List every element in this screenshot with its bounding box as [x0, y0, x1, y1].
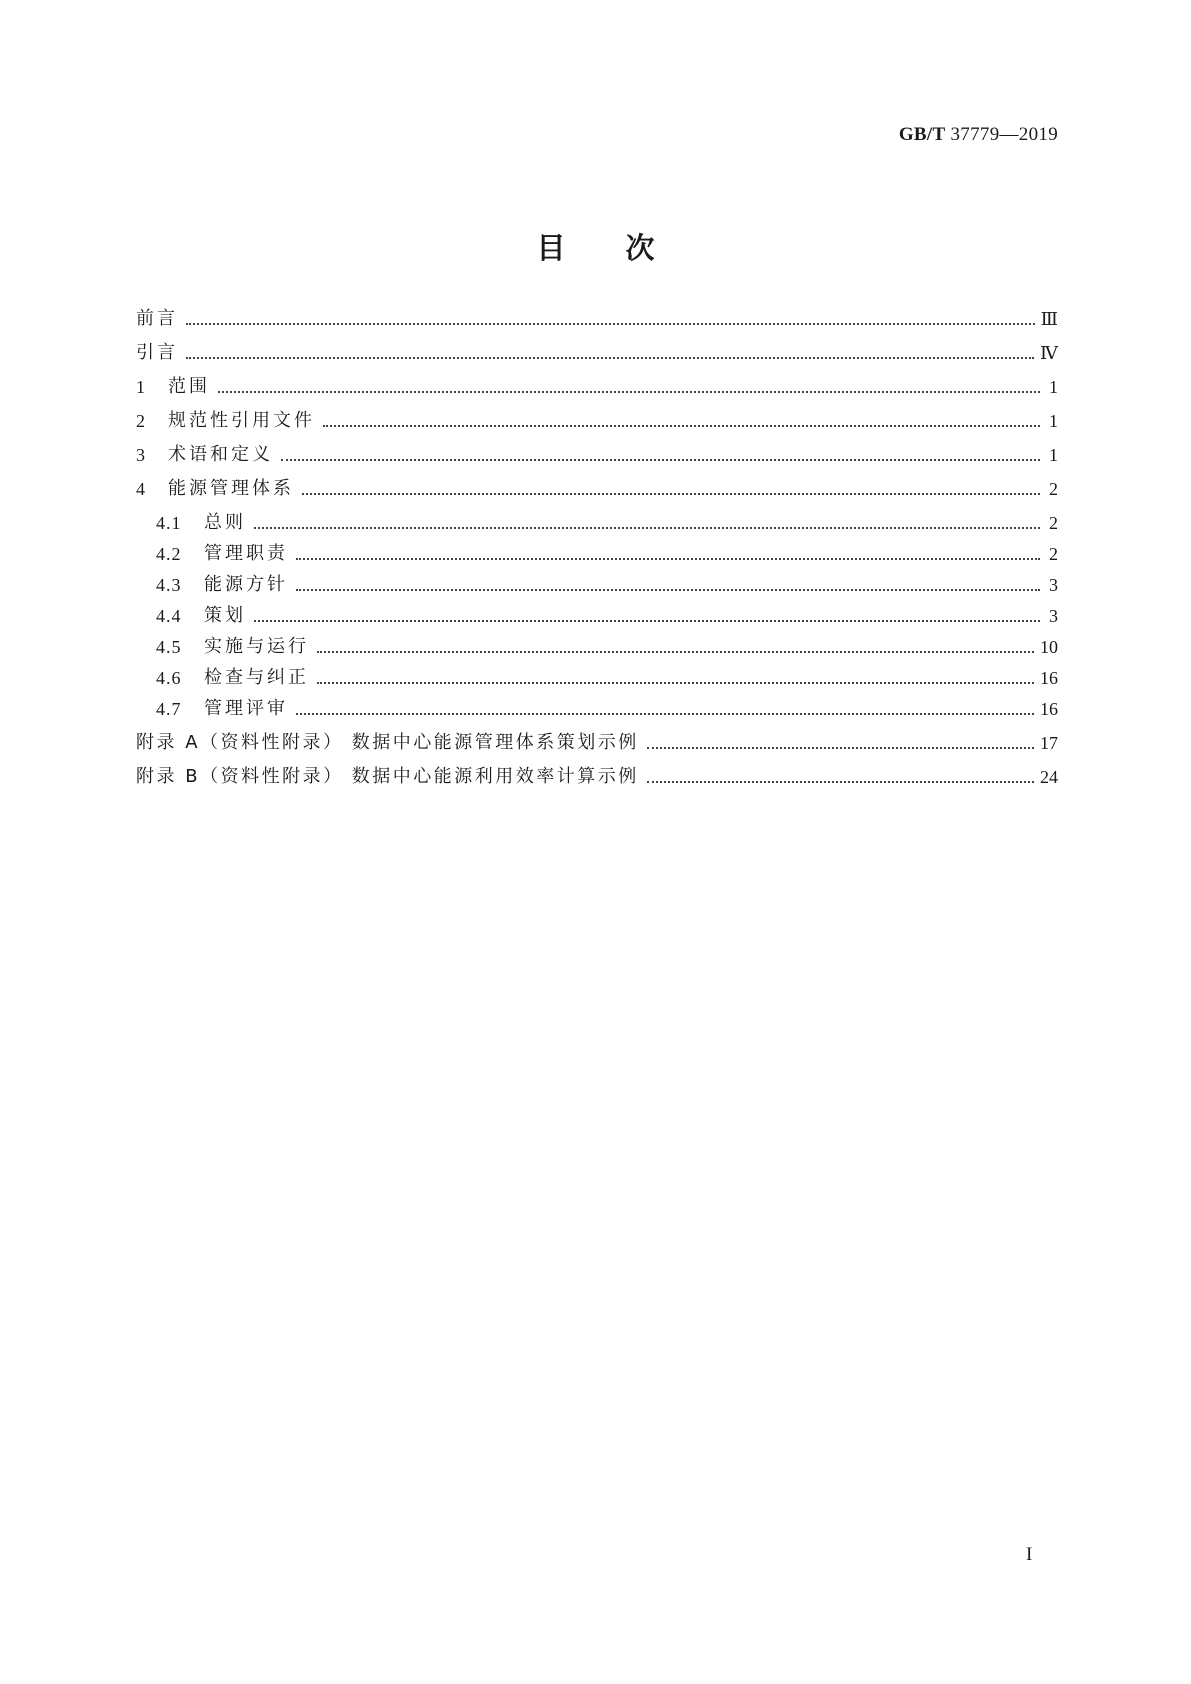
toc-entry-page: 2	[1049, 544, 1058, 564]
toc-entry-page: 24	[1040, 767, 1058, 787]
standard-number	[899, 124, 1058, 146]
toc-entry-title: 实施与运行	[204, 636, 309, 657]
toc-entry-title: 策划	[204, 605, 246, 626]
dot-leader	[218, 390, 1040, 393]
page-number: I	[1026, 1544, 1033, 1565]
toc-entry-title: 前言	[136, 308, 178, 329]
dot-leader	[317, 650, 1034, 653]
toc-entry-title: 引言	[136, 342, 178, 363]
toc-entry-energy-policy[interactable]	[156, 570, 1058, 596]
toc-entry-title: 范围	[168, 376, 210, 397]
dot-leader	[647, 780, 1034, 783]
toc-entry-title: 术语和定义	[168, 444, 273, 465]
toc-entry-title: 规范性引用文件	[168, 410, 315, 431]
toc-entry-number: 4.2	[156, 544, 182, 564]
toc-entry-scope[interactable]	[136, 372, 1058, 398]
dot-leader	[281, 458, 1040, 461]
toc-entry-energy-management-system[interactable]	[136, 474, 1058, 500]
toc-entry-number: 4.5	[156, 637, 182, 657]
toc-entry-page: 1	[1049, 377, 1058, 397]
dot-leader	[317, 681, 1034, 684]
toc-entry-general[interactable]	[156, 508, 1058, 534]
toc-entry-title: 管理评审	[204, 698, 288, 719]
toc-entry-title: 附录 A（资料性附录） 数据中心能源管理体系策划示例	[136, 732, 639, 753]
toc-entry-number: 2	[136, 411, 146, 431]
toc-entry-title: 管理职责	[204, 543, 288, 564]
toc-entry-page: 2	[1049, 479, 1058, 499]
toc-entry-number: 4.6	[156, 668, 182, 688]
toc-entry-page: 17	[1040, 733, 1058, 753]
toc-entry-annex-b[interactable]	[136, 762, 1058, 788]
dot-leader	[254, 619, 1040, 622]
toc-entry-page: 16	[1040, 699, 1058, 719]
toc-entry-foreword[interactable]	[136, 304, 1058, 330]
dot-leader	[296, 588, 1040, 591]
toc-entry-number: 4	[136, 479, 146, 499]
toc-entry-number: 3	[136, 445, 146, 465]
toc-entry-checking-correction[interactable]	[156, 663, 1058, 689]
dot-leader	[647, 746, 1034, 749]
toc-entry-management-review[interactable]	[156, 694, 1058, 720]
toc-entry-normative-references[interactable]	[136, 406, 1058, 432]
toc-entry-page: 2	[1049, 513, 1058, 533]
dot-leader	[302, 492, 1040, 495]
toc-entry-implementation-operation[interactable]	[156, 632, 1058, 658]
toc-entry-introduction[interactable]	[136, 338, 1058, 364]
toc-entry-title: 附录 B（资料性附录） 数据中心能源利用效率计算示例	[136, 766, 639, 787]
toc-entry-annex-a[interactable]	[136, 728, 1058, 754]
standard-id: 37779—2019	[950, 124, 1058, 145]
dot-leader	[186, 356, 1034, 359]
toc-entry-management-responsibility[interactable]	[156, 539, 1058, 565]
toc-entry-page: 3	[1049, 606, 1058, 626]
page-title: 目次	[536, 231, 715, 265]
toc-entry-title: 检查与纠正	[204, 667, 309, 688]
toc-entry-title: 能源管理体系	[168, 478, 294, 499]
toc-entry-title: 总则	[204, 512, 246, 533]
dot-leader	[296, 557, 1040, 560]
toc-entry-page: 1	[1049, 411, 1058, 431]
toc-entry-number: 1	[136, 377, 146, 397]
toc-entry-page: 10	[1040, 637, 1058, 657]
toc-entry-page: Ⅲ	[1040, 309, 1058, 329]
standard-code: GB/T	[898, 124, 946, 145]
toc-entry-planning[interactable]	[156, 601, 1058, 627]
toc-entry-number: 4.7	[156, 699, 182, 719]
dot-leader	[186, 322, 1035, 325]
toc-entry-number: 4.4	[156, 606, 182, 626]
dot-leader	[254, 526, 1040, 529]
dot-leader	[296, 712, 1034, 715]
toc-entry-page: 16	[1040, 668, 1058, 688]
toc-entry-number: 4.3	[156, 575, 182, 595]
toc-entry-title: 能源方针	[204, 574, 288, 595]
toc-entry-page: Ⅳ	[1040, 343, 1058, 363]
toc-entry-page: 1	[1049, 445, 1058, 465]
toc-entry-number: 4.1	[156, 513, 182, 533]
dot-leader	[323, 424, 1040, 427]
toc-entry-terms-definitions[interactable]	[136, 440, 1058, 466]
toc-entry-page: 3	[1049, 575, 1058, 595]
